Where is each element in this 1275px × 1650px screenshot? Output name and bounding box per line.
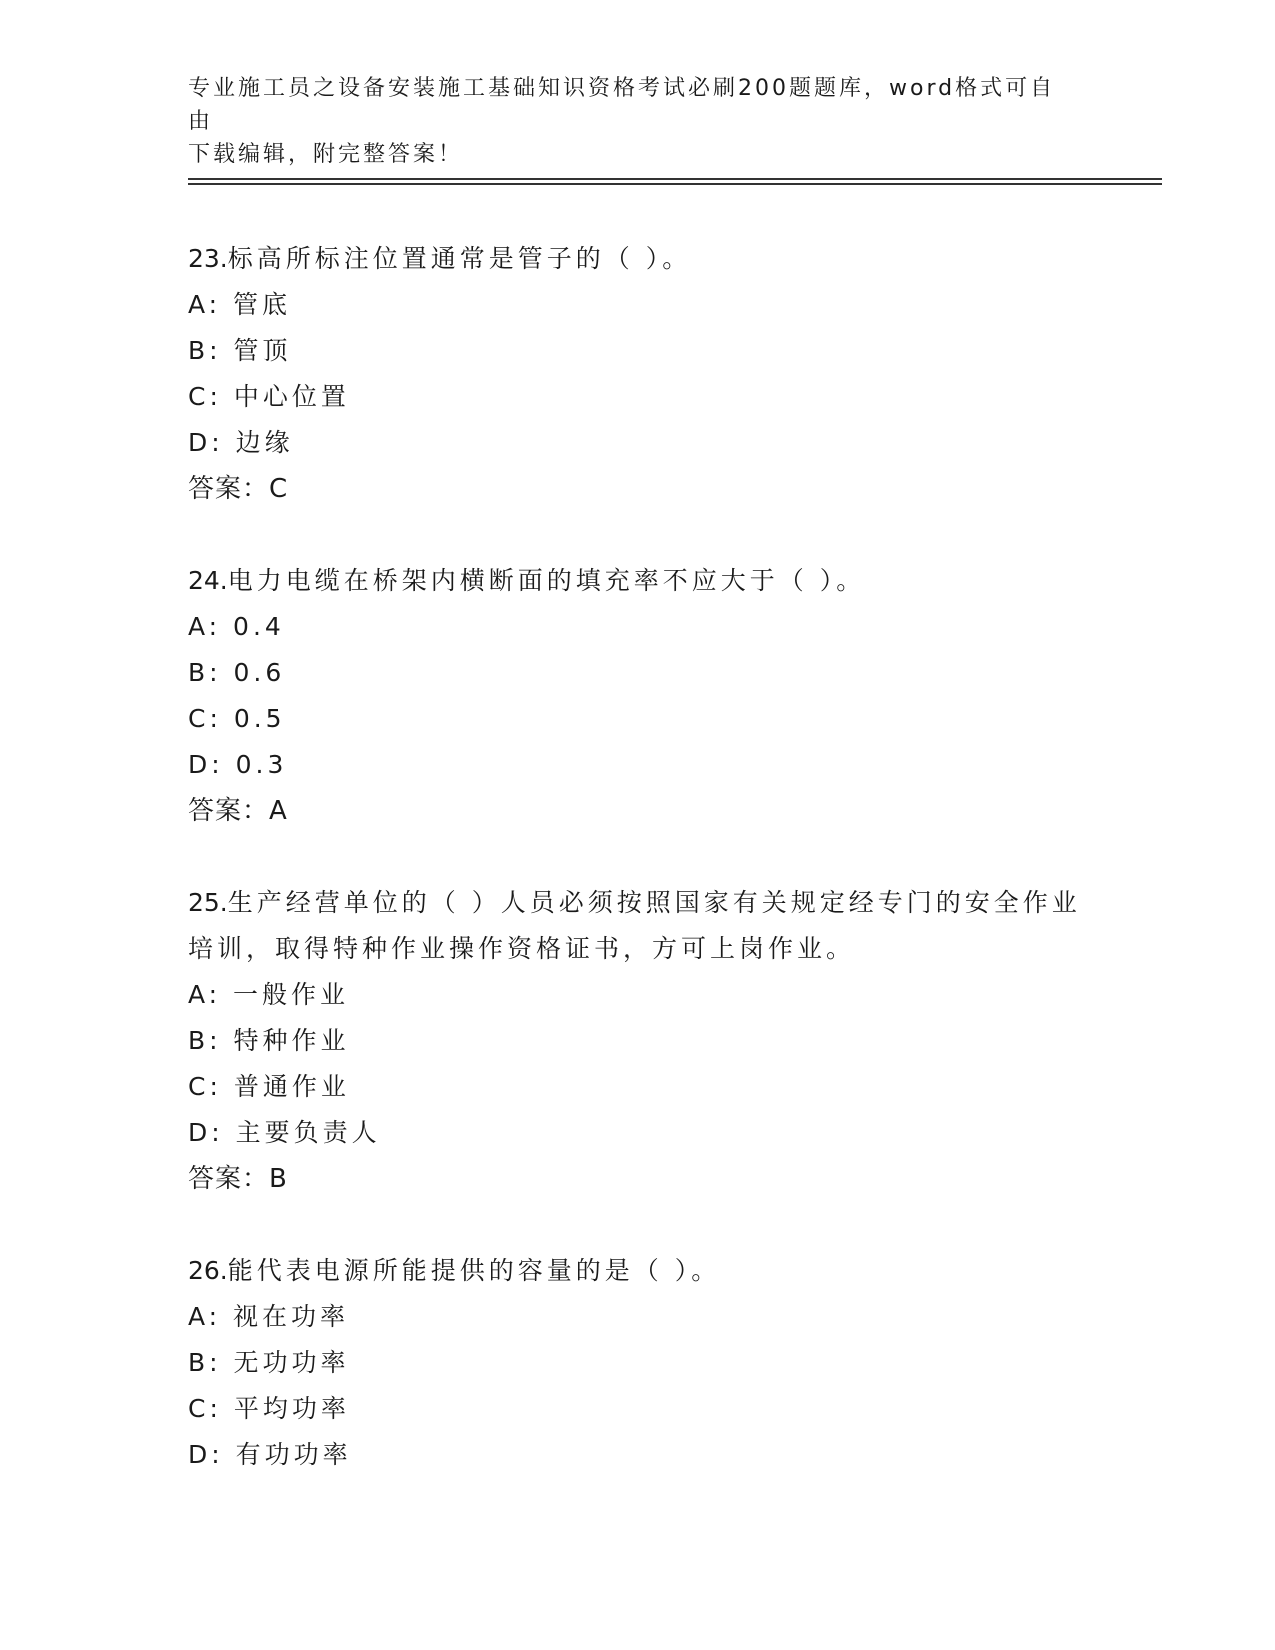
header-divider-bottom bbox=[188, 183, 1162, 185]
option-d: D: 0.3 bbox=[188, 750, 288, 779]
question-text: 标高所标注位置通常是管子的（ ）。 bbox=[227, 244, 692, 273]
header-line-2: 下载编辑，附完整答案！ bbox=[188, 142, 464, 167]
answer-line: 答案：B bbox=[188, 1164, 288, 1194]
document-header bbox=[188, 72, 1068, 171]
question-text: 能代表电源所能提供的容量的是（ ）。 bbox=[227, 1256, 721, 1285]
answer-line: 答案：C bbox=[188, 474, 289, 504]
option-d: D: 边缘 bbox=[188, 428, 294, 457]
option-b: B: 0.6 bbox=[188, 658, 286, 687]
header-line-1: 专业施工员之设备安装施工基础知识资格考试必刷200题题库，word格式可自由 bbox=[188, 76, 1056, 134]
header-divider-top bbox=[188, 178, 1162, 180]
option-b: B: 管顶 bbox=[188, 336, 292, 365]
question-23 bbox=[188, 236, 1088, 512]
question-stem bbox=[188, 558, 1088, 604]
option-c: C: 中心位置 bbox=[188, 382, 350, 411]
question-number: 25. bbox=[188, 888, 228, 917]
option-d: D: 主要负责人 bbox=[188, 1118, 381, 1147]
option-a: A: 一般作业 bbox=[188, 980, 350, 1009]
question-24 bbox=[188, 558, 1088, 834]
question-number: 24. bbox=[188, 566, 228, 595]
option-b: B: 特种作业 bbox=[188, 1026, 350, 1055]
option-c: C: 0.5 bbox=[188, 704, 286, 733]
question-stem bbox=[188, 236, 1088, 282]
question-25 bbox=[188, 880, 1088, 1202]
question-number: 23. bbox=[188, 244, 228, 273]
question-text: 生产经营单位的（ ）人员必须按照国家有关规定经专门的安全作业培训，取得特种作业操作资格证书，方可上岗作业。 bbox=[188, 888, 1081, 963]
question-number: 26. bbox=[188, 1256, 228, 1285]
question-text: 电力电缆在桥架内横断面的填充率不应大于（ ）。 bbox=[227, 566, 866, 595]
question-stem bbox=[188, 1248, 1088, 1294]
option-a: A: 0.4 bbox=[188, 612, 285, 641]
question-list bbox=[188, 236, 1088, 1524]
option-a: A: 管底 bbox=[188, 290, 292, 319]
option-a: A: 视在功率 bbox=[188, 1302, 350, 1331]
option-b: B: 无功功率 bbox=[188, 1348, 350, 1377]
question-stem bbox=[188, 880, 1088, 972]
option-d: D: 有功功率 bbox=[188, 1440, 352, 1469]
question-26 bbox=[188, 1248, 1088, 1478]
answer-line: 答案：A bbox=[188, 796, 288, 826]
option-c: C: 平均功率 bbox=[188, 1394, 350, 1423]
option-c: C: 普通作业 bbox=[188, 1072, 350, 1101]
